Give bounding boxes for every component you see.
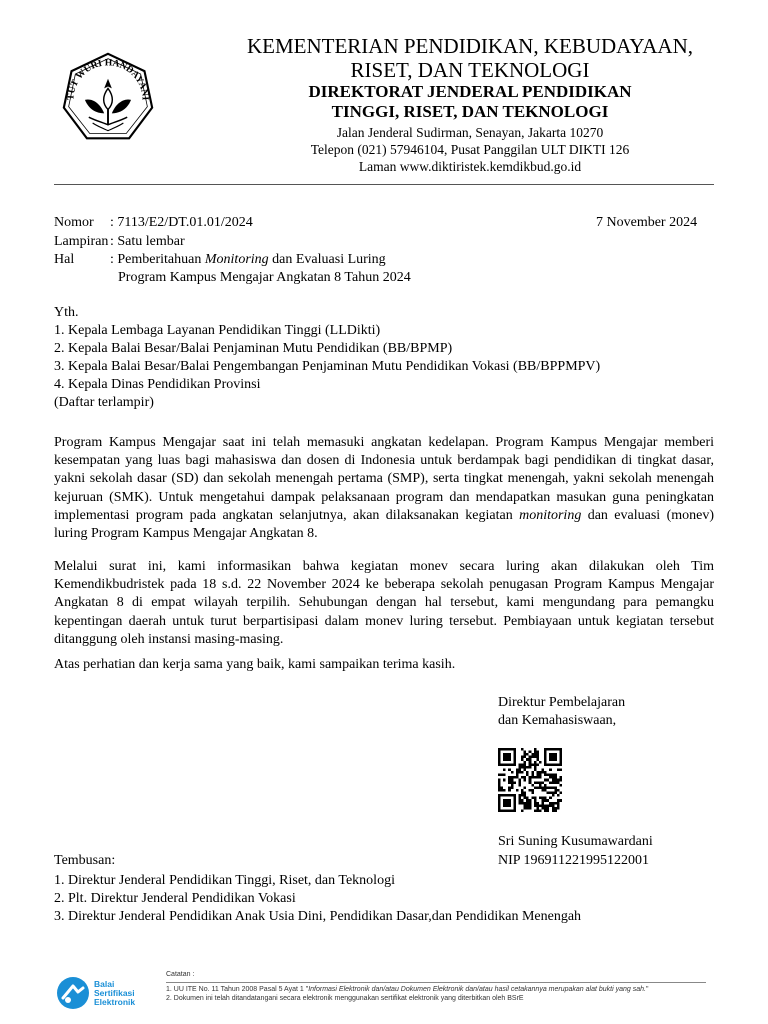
- directorate-line-2: TINGGI, RISET, DAN TEKNOLOGI: [331, 102, 609, 121]
- ministry-line-2: RISET, DAN TEKNOLOGI: [350, 58, 590, 82]
- ministry-name: [230, 34, 710, 82]
- hal-value-line-2: Program Kampus Mengajar Angkatan 8 Tahun 2024: [118, 270, 411, 285]
- recipient-item: 1. Kepala Lembaga Layanan Pendidikan Tinggi (LLDikti): [54, 323, 381, 338]
- bsre-text-line-1: Balai: [94, 978, 115, 989]
- footer-note-2: 2. Dokumen ini telah ditandatangani secara elektronik menggunakan sertifikat elektronik yang diterbitkan oleh BSrE: [166, 995, 524, 1002]
- body-paragraph-3: Atas perhatian dan kerja sama yang baik, kami sampaikan terima kasih.: [54, 657, 456, 672]
- ministry-line-1: KEMENTERIAN PENDIDIKAN, KEBUDAYAAN,: [246, 34, 694, 58]
- cc-item: 2. Plt. Direktur Jenderal Pendidikan Vokasi: [54, 891, 296, 906]
- bsre-text-line-2: Sertifikasi: [94, 987, 135, 998]
- letter-date: 7 November 2024: [596, 215, 698, 230]
- bsre-text-line-3: Elektronik: [94, 996, 136, 1007]
- recipient-item: 4. Kepala Dinas Pendidikan Provinsi: [54, 377, 261, 392]
- hal-label: Hal: [54, 252, 75, 267]
- lampiran-label: Lampiran: [54, 234, 109, 249]
- signatory-title-line-1: Direktur Pembelajaran: [498, 695, 626, 710]
- cc-item: 3. Direktur Jenderal Pendidikan Anak Usia Dini, Pendidikan Dasar,dan Pendidikan Menengah: [54, 909, 582, 924]
- signatory-nip: NIP 196911221995122001: [498, 853, 650, 868]
- footer-note-1: 1. UU ITE No. 11 Tahun 2008 Pasal 5 Ayat 1 "Informasi Elektronik dan/atau Dokumen Elektronik dan/atau hasil cetakannya merupakan alat bukti yang sah.": [166, 985, 649, 993]
- directorate-name: [230, 82, 710, 122]
- lampiran-value: : Satu lembar: [110, 234, 185, 249]
- cc-label: Tembusan:: [54, 853, 116, 868]
- recipient-item: 2. Kepala Balai Besar/Balai Penjaminan Mutu Pendidikan (BB/BPMP): [54, 341, 453, 356]
- footer-note-divider: [166, 982, 706, 983]
- contact-block: [230, 124, 710, 175]
- header-divider: [54, 184, 714, 185]
- nomor-label: Nomor: [54, 215, 94, 230]
- nomor-value: : 7113/E2/DT.01.01/2024: [110, 215, 253, 230]
- body-paragraph-2: Melalui surat ini, kami informasikan bahwa kegiatan monev secara luring akan dilakukan oleh Tim Kemendikbudristek pada 18 s.d. 22 November 2024 ke beberapa sekolah penugasan Program Kampus Mengajar Angkatan 8 di empat wilayah terpilih. Sehubungan dengan hal tersebut, kami mengundang para pemangku kepentingan daerah untuk turut berpartisipasi dalam monev luring tersebut. Pembiayaan untuk kegiatan tersebut ditanggung oleh instansi masing-masing.: [54, 559, 714, 647]
- logo-motto: TUT WURI HANDAYANI: [65, 57, 151, 101]
- phone: Telepon (021) 57946104, Pusat Panggilan ULT DIKTI 126: [310, 142, 630, 157]
- catatan-label: Catatan :: [166, 971, 195, 978]
- directorate-line-1: DIREKTORAT JENDERAL PENDIDIKAN: [308, 82, 632, 101]
- hal-value: : Pemberitahuan Monitoring dan Evaluasi Luring: [110, 252, 386, 267]
- bsre-logo: [56, 976, 135, 1010]
- signatory-name: Sri Suning Kusumawardani: [498, 834, 653, 849]
- qr-code-signature: [498, 748, 562, 812]
- recipient-item: 3. Kepala Balai Besar/Balai Pengembangan Penjaminan Mutu Pendidikan Vokasi (BB/BPPMPV): [54, 359, 601, 374]
- recipient-note: (Daftar terlampir): [54, 395, 154, 410]
- body-paragraph-1: Program Kampus Mengajar saat ini telah memasuki angkatan kedelapan. Program Kampus Mengajar memberi kesempatan yang luas bagi mahasiswa dan dosen di Indonesia untuk berdampak bagi pendidikan di tingkat dasar, yakni sekolah dasar (SD) dan sekolah menengah pertama (SMP), serta tingkat menengah, yakni sekolah menengah kejuruan (SMK). Untuk mengetahui dampak pelaksanaan program dan mendapatkan masukan guna peningkatan implementasi program pada angkatan selanjutnya, akan dilaksanakan kegiatan monitoring dan evaluasi (monev) luring Program Kampus Mengajar Angkatan 8.: [54, 435, 714, 542]
- website: Laman www.diktiristek.kemdikbud.go.id: [358, 159, 582, 174]
- cc-item: 1. Direktur Jenderal Pendidikan Tinggi, Riset, dan Teknologi: [54, 873, 395, 888]
- tut-wuri-handayani-logo: [60, 50, 156, 146]
- footer-notes: [166, 970, 714, 1004]
- bsre-emblem-icon: [56, 976, 90, 1010]
- salutation: Yth.: [54, 305, 79, 320]
- address: Jalan Jenderal Sudirman, Senayan, Jakarta 10270: [336, 125, 604, 140]
- signatory-title-line-2: dan Kemahasiswaan,: [498, 713, 617, 728]
